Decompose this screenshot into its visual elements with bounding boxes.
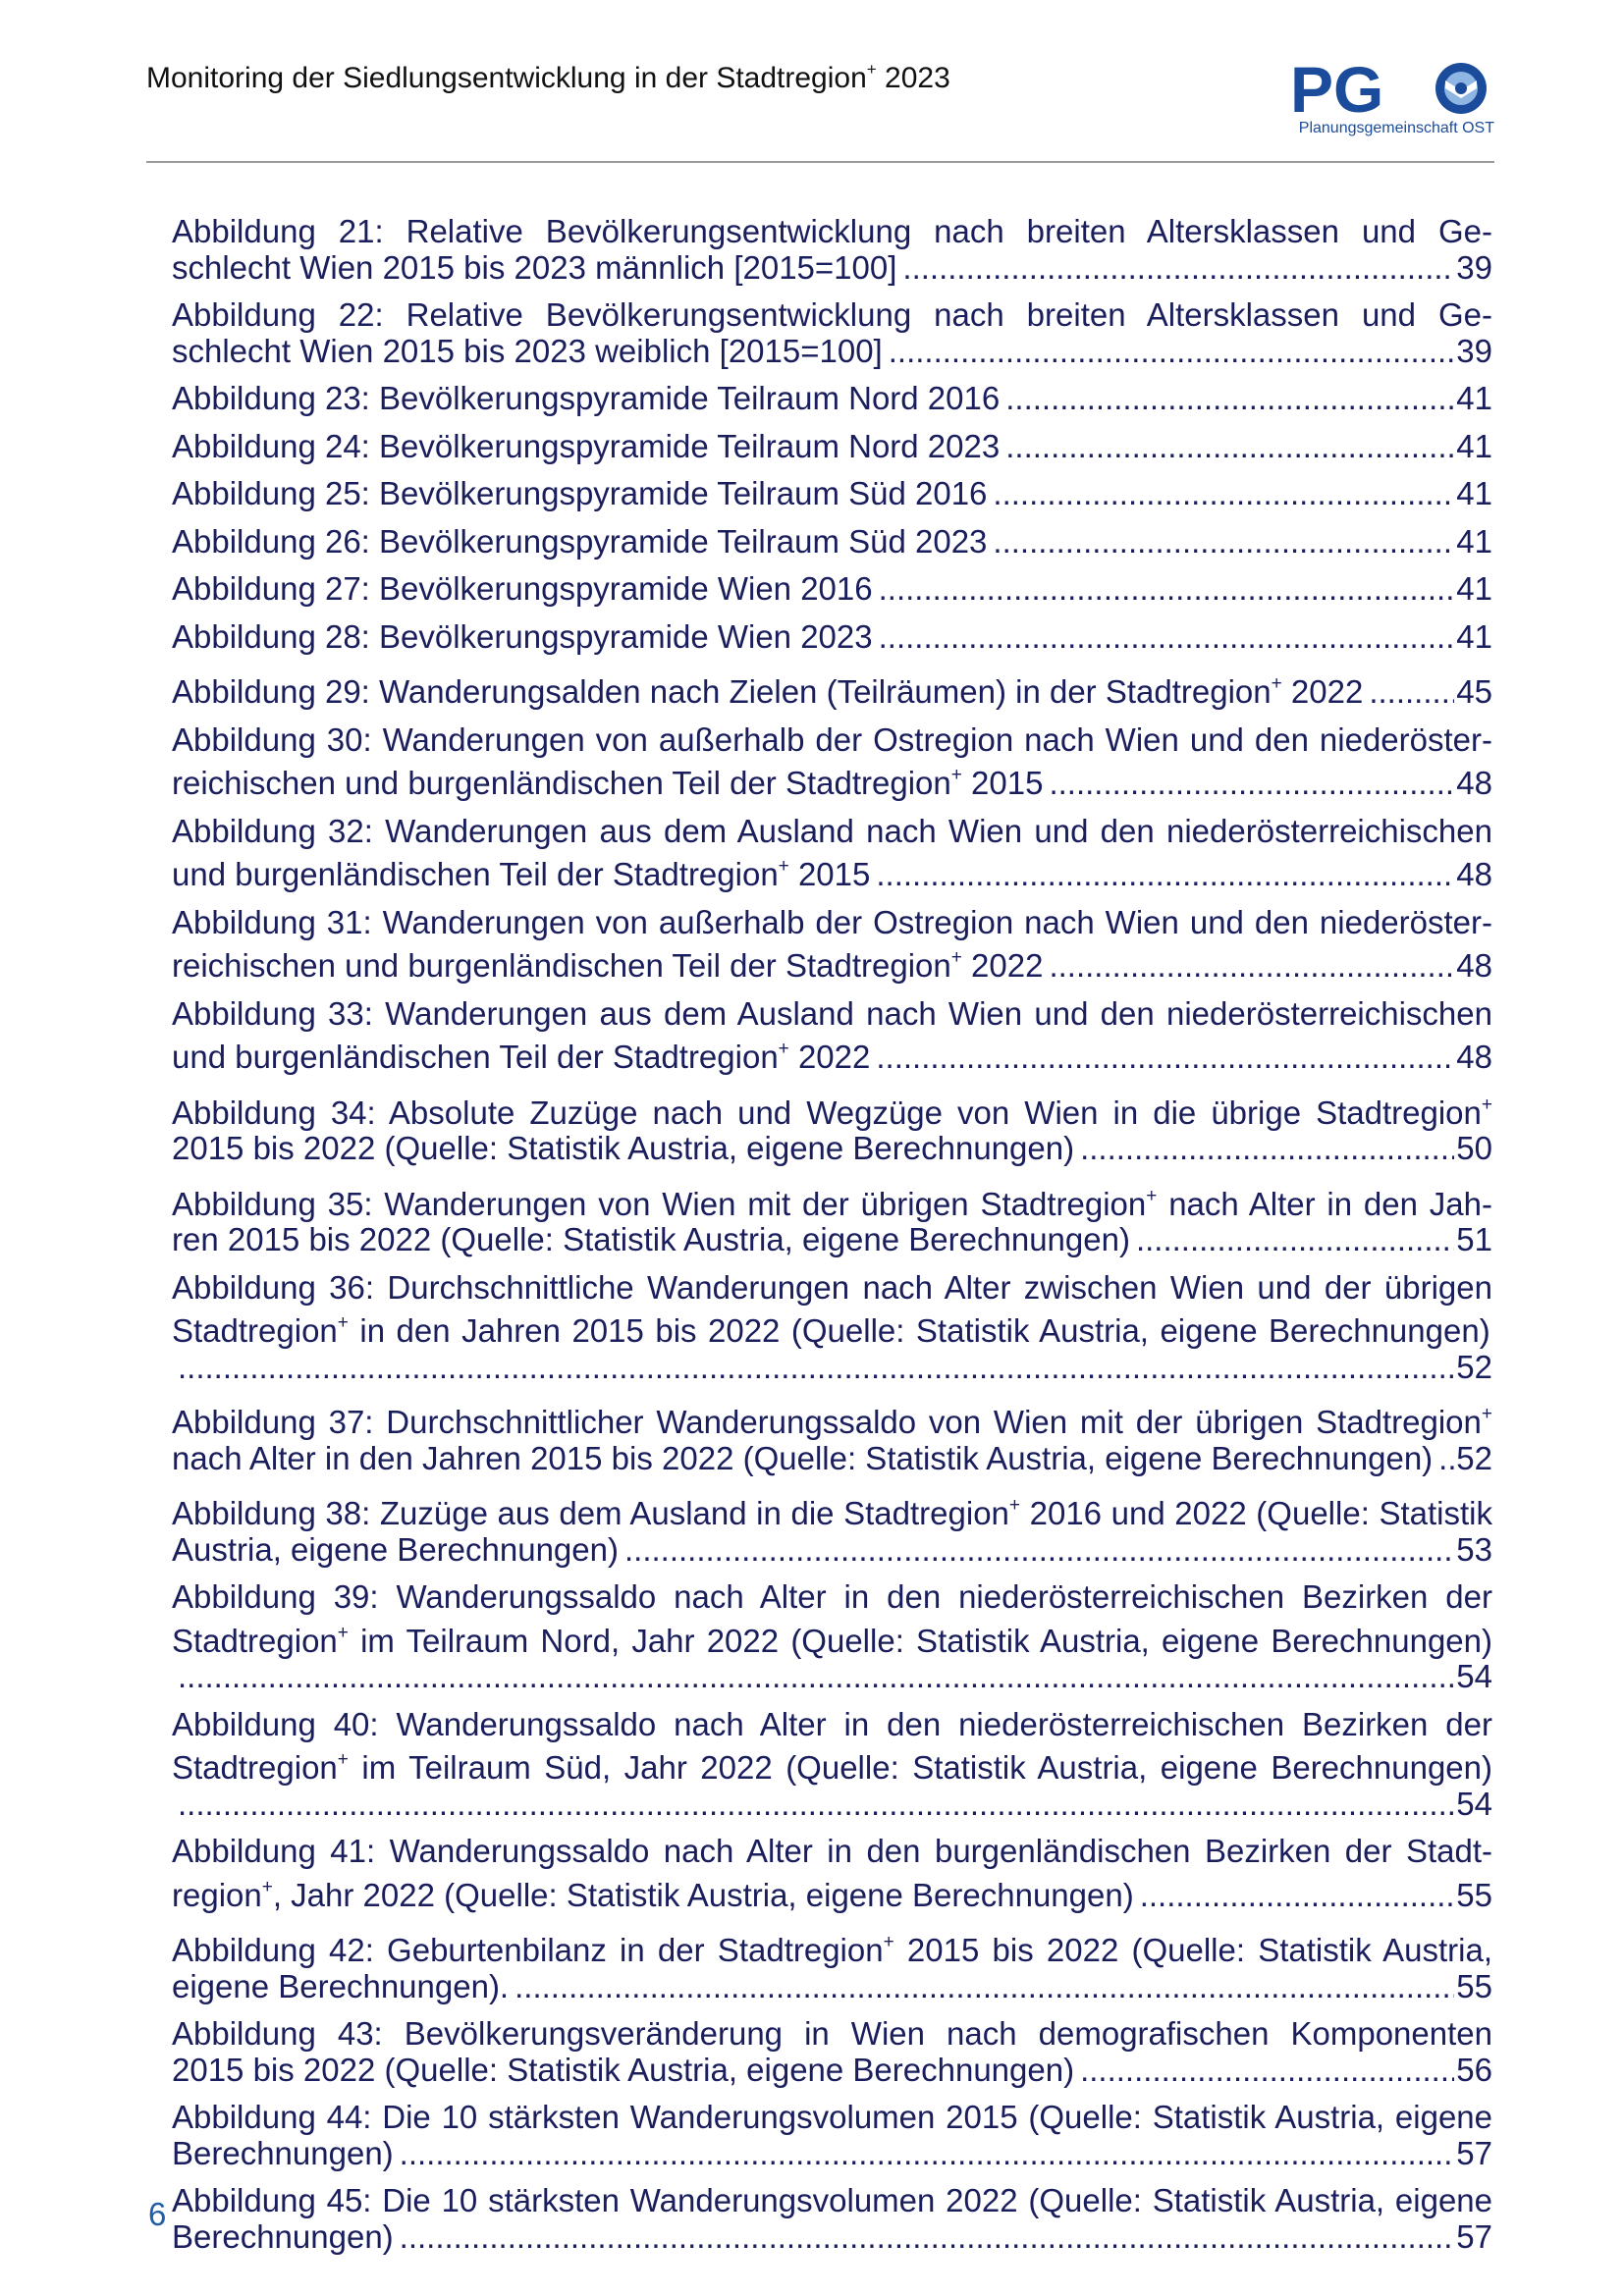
toc-entry-line [172,1488,1492,1532]
toc-entry-line [172,429,1492,465]
toc-page-number[interactable]: 52 [1456,1439,1492,1476]
toc-entry-text: Stadtregion+ im Teilraum Süd, Jahr 2022 (Quelle: Statistik Austria, eigene Berechnungen) [172,1749,1492,1786]
toc-entry[interactable] [172,381,1492,417]
toc-entry[interactable] [172,476,1492,512]
toc-page-number[interactable]: 51 [1456,1221,1492,1257]
toc-entry-line [172,524,1492,561]
toc-page-number[interactable]: 54 [1456,1785,1492,1822]
dot-leader [902,250,1454,287]
toc-entry[interactable] [172,524,1492,561]
toc-entry[interactable] [172,2016,1492,2088]
page-header [146,55,1494,163]
dot-leader [879,571,1455,608]
toc-entry[interactable] [172,1834,1492,1913]
toc-entry-text: nach Alter in den Jahren 2015 bis 2022 (Quelle: Statistik Austria, eigene Berechnungen) [172,1439,1434,1476]
toc-entry-line [172,1925,1492,1969]
toc-entry-text: schlecht Wien 2015 bis 2023 männlich [2015=100] [172,248,897,286]
toc-entry-text: Abbildung 26: Bevölkerungspyramide Teilraum Süd 2023 [172,522,988,560]
dot-leader [889,334,1455,370]
toc-entry-text: schlecht Wien 2015 bis 2023 weiblich [2015=100] [172,332,883,369]
toc-entry-text: Abbildung 29: Wanderungsalden nach Zielen (Teilräumen) in der Stadtregion+ 2022 [172,673,1364,710]
toc-entry-line [172,1969,1492,2005]
toc-entry-line [172,250,1492,287]
toc-entry-text: Abbildung 30: Wanderungen von außerhalb der Ostregion nach Wien und den niederöster- [172,721,1492,758]
dot-leader [178,1659,1454,1695]
toc-entry-text: Abbildung 35: Wanderungen von Wien mit der übrigen Stadtregion+ nach Alter in den Jah- [172,1185,1492,1222]
toc-entry-line [172,1616,1492,1660]
toc-entry-line [172,1870,1492,1914]
dot-leader [993,476,1454,512]
toc-entry[interactable] [172,814,1492,893]
toc-entry[interactable] [172,429,1492,465]
toc-entry-line [172,1397,1492,1441]
pg-logo-icon [1290,59,1494,118]
toc-entry-text: eigene Berechnungen). [172,1967,510,2004]
toc-page-number[interactable]: 53 [1456,1530,1492,1568]
dot-leader [624,1532,1454,1569]
page-number: 6 [148,2196,167,2232]
toc-entry-text: region+, Jahr 2022 (Quelle: Statistik Austria, eigene Berechnungen) [172,1876,1134,1913]
toc-entry[interactable] [172,2100,1492,2171]
toc-entry-line [172,2053,1492,2089]
toc-entry-line [172,2016,1492,2053]
toc-entry-text: Stadtregion+ im Teilraum Nord, Jahr 2022 (Quelle: Statistik Austria, eigene Berechnungen) [172,1622,1492,1659]
toc-entry-line [172,1350,1492,1386]
toc-entry-line [172,1088,1492,1132]
dot-leader [400,2136,1455,2172]
toc-entry-text: reichischen und burgenländischen Teil der Stadtregion+ 2015 [172,765,1044,801]
toc-entry-line [172,905,1492,941]
pg-logo [1290,59,1494,147]
toc-page-number[interactable]: 50 [1456,1130,1492,1166]
toc-entry[interactable] [172,214,1492,286]
toc-entry[interactable] [172,1397,1492,1476]
toc-entry-line [172,996,1492,1033]
toc-entry-text: Abbildung 37: Durchschnittlicher Wanderungssaldo von Wien mit der übrigen Stadtregion+ [172,1404,1492,1440]
dot-leader [1136,1222,1454,1258]
toc-page-number[interactable]: 52 [1456,1348,1492,1385]
toc-page-number[interactable]: 41 [1456,427,1492,464]
toc-entry[interactable] [172,2183,1492,2255]
toc-entry-text: 2015 bis 2022 (Quelle: Statistik Austria, eigene Berechnungen) [172,2051,1075,2088]
logo-mark: PG [1290,59,1384,118]
toc-entry-line [172,297,1492,334]
toc-entry-line [172,1707,1492,1743]
toc-entry-text: Abbildung 44: Die 10 stärksten Wanderungsvolumen 2015 (Quelle: Statistik Austria, eigene [172,2099,1492,2135]
toc-entry-text: Abbildung 28: Bevölkerungspyramide Wien 2023 [172,617,873,655]
toc-entry-text: Abbildung 45: Die 10 stärksten Wanderungsvolumen 2022 (Quelle: Statistik Austria, eigene [172,2182,1492,2218]
toc-entry-line [172,814,1492,850]
toc-page-number[interactable]: 41 [1456,522,1492,560]
toc-page-number[interactable]: 41 [1456,475,1492,511]
document-title: Monitoring der Siedlungsentwicklung in der Stadtregion+ 2023 [146,60,950,94]
toc-entry-text: Abbildung 43: Bevölkerungsveränderung in Wien nach demografischen Komponenten [172,2015,1492,2052]
toc-entry-text: ren 2015 bis 2022 (Quelle: Statistik Austria, eigene Berechnungen) [172,1221,1130,1257]
toc-entry-line [172,1179,1492,1223]
toc-page-number[interactable]: 57 [1456,2134,1492,2171]
toc-entry-text: Abbildung 39: Wanderungssaldo nach Alter in den niederösterreichischen Bezirken der [172,1578,1492,1615]
toc-entry-line [172,1532,1492,1569]
toc-entry-line [172,381,1492,417]
toc-page-number[interactable]: 57 [1456,2217,1492,2255]
dot-leader [1049,948,1454,985]
dot-leader [1140,1878,1455,1914]
toc-entry-line [172,758,1492,802]
toc-entry[interactable] [172,722,1492,802]
toc-entry-line [172,1659,1492,1695]
toc-entry-text: Berechnungen) [172,2217,394,2255]
toc-page-number[interactable]: 55 [1456,1876,1492,1913]
toc-entry-text: Abbildung 25: Bevölkerungspyramide Teilraum Süd 2016 [172,475,988,511]
dot-leader [1080,1131,1454,1167]
toc-entry-text: Abbildung 33: Wanderungen aus dem Ausland nach Wien und den niederösterreichischen [172,994,1492,1032]
toc-page-number[interactable]: 48 [1456,765,1492,801]
toc-entry-text: Berechnungen) [172,2134,394,2171]
dot-leader [993,524,1454,561]
dot-leader [876,1040,1454,1076]
toc-entry-text: Abbildung 40: Wanderungssaldo nach Alter in den niederösterreichischen Bezirken der [172,1705,1492,1742]
dot-leader [1005,429,1454,465]
toc-entry-line [172,849,1492,893]
toc-page-number[interactable]: 41 [1456,380,1492,416]
dot-leader [400,2219,1455,2256]
toc-entry-text: Abbildung 21: Relative Bevölkerungsentwicklung nach breiten Altersklassen und Ge- [172,213,1492,249]
toc-entry-text: 2015 bis 2022 (Quelle: Statistik Austria, eigene Berechnungen) [172,1130,1075,1166]
toc-entry[interactable] [172,1488,1492,1568]
logo-caption: Planungsgemeinschaft OST [1298,120,1494,136]
toc-page-number[interactable]: 41 [1456,570,1492,607]
dot-leader [879,619,1455,656]
toc-entry-line [172,476,1492,512]
toc-entry-line [172,2100,1492,2136]
toc-entry-line [172,2183,1492,2219]
toc-entry-line [172,2219,1492,2256]
toc-entry-line [172,1441,1492,1477]
toc-entry-line [172,2136,1492,2172]
dot-leader [514,1969,1454,2005]
toc-page-number[interactable]: 48 [1456,1039,1492,1075]
toc-entry-text: Abbildung 38: Zuzüge aus dem Ausland in die Stadtregion+ 2016 und 2022 (Quelle: Statistik [172,1495,1492,1531]
toc-page-number[interactable]: 56 [1456,2051,1492,2088]
toc-entry-line [172,1579,1492,1616]
dot-leader [1080,2053,1454,2089]
toc-entry-line [172,1032,1492,1076]
toc-entry-text: Abbildung 41: Wanderungssaldo nach Alter in den burgenländischen Bezirken der Stadt- [172,1833,1492,1869]
toc-page-number[interactable]: 48 [1456,856,1492,892]
toc-page-number[interactable]: 39 [1456,332,1492,369]
toc-entry[interactable] [172,996,1492,1076]
toc-entry[interactable] [172,667,1492,711]
toc-entry-line [172,1306,1492,1350]
toc-entry-text: Abbildung 31: Wanderungen von außerhalb der Ostregion nach Wien und den niederöster- [172,903,1492,940]
toc-entry[interactable] [172,297,1492,369]
toc-entry[interactable] [172,1179,1492,1258]
toc-entry-text: Abbildung 24: Bevölkerungspyramide Teilraum Nord 2023 [172,427,1001,464]
toc-entry[interactable] [172,1088,1492,1167]
toc-page-number[interactable]: 48 [1456,947,1492,984]
toc-entry[interactable] [172,571,1492,608]
toc-entry-line [172,1131,1492,1167]
toc-entry-text: und burgenländischen Teil der Stadtregion+ 2022 [172,1039,871,1075]
toc-entry-line [172,1742,1492,1787]
toc-entry-line [172,214,1492,250]
toc-entry-line [172,334,1492,370]
toc-entry-text: Austria, eigene Berechnungen) [172,1530,619,1568]
toc-entry-text: Abbildung 36: Durchschnittliche Wanderungen nach Alter zwischen Wien und der übrigen [172,1268,1492,1306]
toc-entry[interactable] [172,905,1492,985]
toc-entry[interactable] [172,1925,1492,2004]
toc-entry-text: Abbildung 32: Wanderungen aus dem Ausland nach Wien und den niederösterreichischen [172,812,1492,849]
toc-entry-line [172,619,1492,656]
toc-entry-line [172,667,1492,711]
toc-entry-line [172,1270,1492,1307]
toc-entry-line [172,722,1492,759]
dot-leader [1369,674,1454,711]
toc-entry-text: Stadtregion+ in den Jahren 2015 bis 2022 (Quelle: Statistik Austria, eigene Berechnungen) [172,1312,1490,1349]
toc-entry-line [172,1222,1492,1258]
toc-entry-line [172,571,1492,608]
toc-page-number[interactable]: 39 [1456,248,1492,286]
dot-leader [1049,766,1454,802]
dot-leader [178,1787,1454,1823]
toc-entry-text: reichischen und burgenländischen Teil der Stadtregion+ 2022 [172,947,1044,984]
toc-entry-line [172,940,1492,985]
toc-entry[interactable] [172,1270,1492,1386]
toc-entry-line [172,1834,1492,1870]
toc-entry-text: und burgenländischen Teil der Stadtregion+ 2015 [172,856,871,892]
toc-entry[interactable] [172,619,1492,656]
toc-page-number[interactable]: 45 [1456,673,1492,710]
toc-entry-line [172,1787,1492,1823]
dot-leader [1005,381,1454,417]
table-of-figures [172,214,1492,2267]
toc-page-number[interactable]: 55 [1456,1967,1492,2004]
dot-leader [178,1350,1454,1386]
toc-entry-text: Abbildung 27: Bevölkerungspyramide Wien 2016 [172,570,873,607]
toc-entry-text: Abbildung 23: Bevölkerungspyramide Teilraum Nord 2016 [172,380,1001,416]
dot-leader [876,857,1454,893]
toc-entry-text: Abbildung 34: Absolute Zuzüge nach und Wegzüge von Wien in die übrige Stadtregion+ [172,1094,1492,1131]
toc-entry[interactable] [172,1579,1492,1695]
toc-page-number[interactable]: 41 [1456,617,1492,655]
toc-entry-text: Abbildung 42: Geburtenbilanz in der Stadtregion+ 2015 bis 2022 (Quelle: Statistik Austria, [172,1932,1493,1968]
toc-entry-text: Abbildung 22: Relative Bevölkerungsentwicklung nach breiten Altersklassen und Ge- [172,296,1492,333]
dot-leader [1438,1441,1454,1477]
toc-entry[interactable] [172,1707,1492,1823]
toc-page-number[interactable]: 54 [1456,1658,1492,1694]
